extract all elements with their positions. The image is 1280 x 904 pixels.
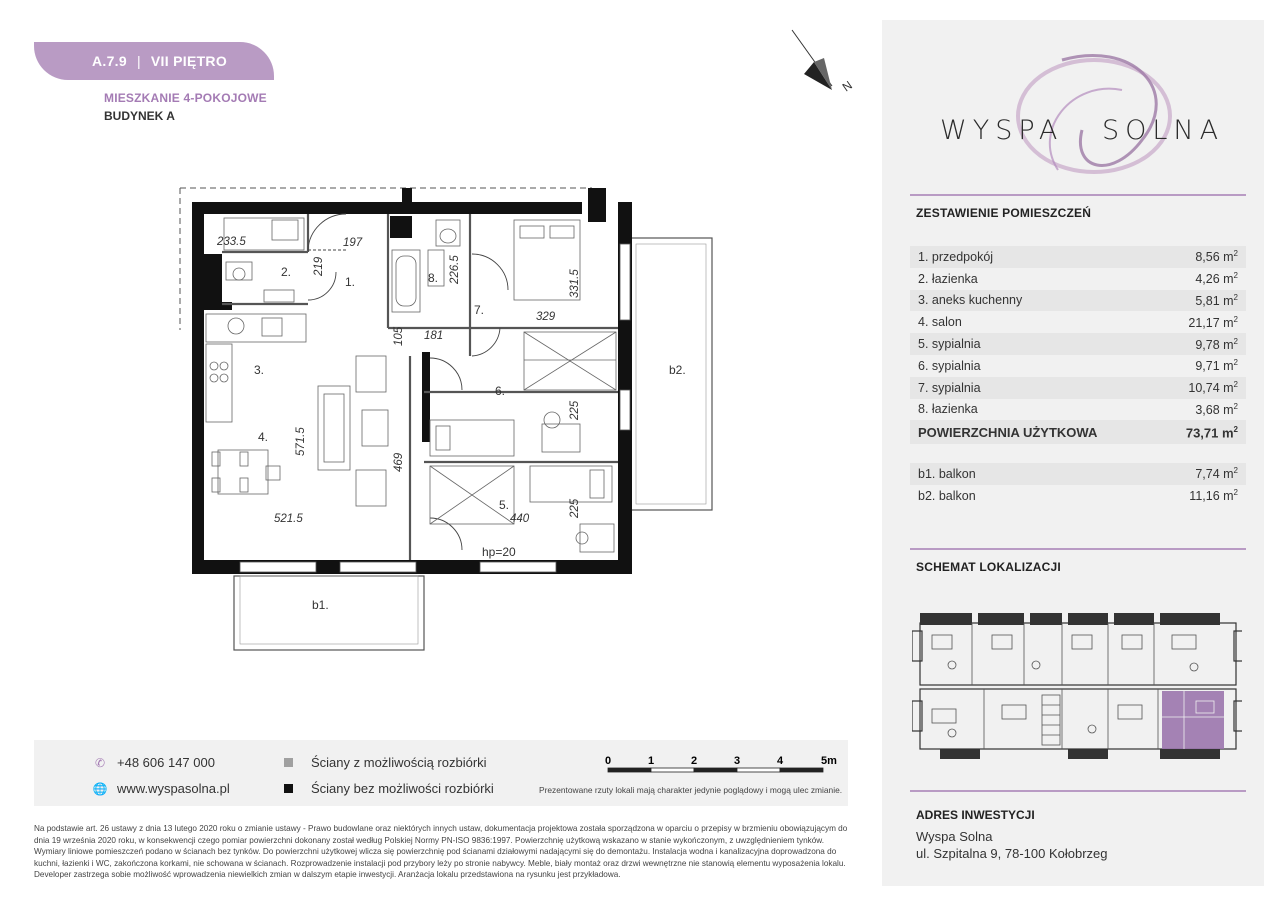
north-arrow-icon	[788, 28, 858, 100]
room-name: b1. balkon	[918, 466, 976, 481]
scale-segment	[651, 768, 694, 772]
phone-contact[interactable]	[92, 755, 215, 770]
unit-separator: |	[136, 53, 141, 69]
room-area: 10,74 $m^2$	[1188, 380, 1238, 396]
balconies-table	[910, 463, 1246, 507]
dim-label: 197	[343, 237, 363, 249]
room-label-b1: b1.	[312, 598, 329, 612]
room-row	[910, 485, 1246, 507]
scale-tick-label: 2	[691, 755, 698, 767]
room-name: 7. sypialnia	[918, 380, 981, 395]
room-name: POWIERZCHNIA UŻYTKOWA	[918, 424, 1098, 440]
room-row	[910, 355, 1246, 377]
fixed-swatch	[284, 784, 293, 793]
address-section-title: ADRES INWESTYCJI	[916, 808, 1035, 822]
room-area: 5,81 $m^2$	[1195, 292, 1238, 309]
room-label-2: 2.	[281, 265, 292, 279]
room-area: 3,68 $m^2$	[1195, 401, 1238, 418]
room-name: 1. przedpokój	[918, 249, 994, 264]
room-label-5: 5.	[499, 498, 510, 512]
legend-bar	[34, 740, 848, 806]
building-label: BUDYNEK A	[104, 109, 175, 123]
dim-label: 329	[536, 311, 556, 323]
room-row	[910, 246, 1246, 268]
dim-label: 181	[424, 330, 444, 342]
floor-label: VII PIĘTRO	[150, 53, 228, 69]
room-row	[910, 268, 1246, 290]
dim-label: 226.5	[449, 255, 461, 284]
scale-bar	[602, 752, 842, 776]
dim-label: 225	[569, 400, 581, 420]
room-label-6: 6.	[495, 384, 506, 398]
room-row	[910, 333, 1246, 355]
info-panel	[882, 20, 1264, 886]
phone-number: +48 606 147 000	[117, 755, 215, 770]
disclaimer: Prezentowane rzuty lokali mają charakter jedynie poglądowy i mogą ulec zmianie.	[539, 785, 843, 795]
total-area-row	[910, 420, 1246, 444]
balcony-b1	[234, 576, 424, 650]
room-label-7: 7.	[474, 303, 485, 317]
room-row	[910, 311, 1246, 333]
dim-label: 105	[393, 326, 405, 346]
scale-tick-label: 5m	[821, 755, 837, 767]
scale-tick-label: 0	[605, 755, 612, 767]
north-label: N	[839, 78, 855, 95]
room-row	[910, 399, 1246, 421]
scale-segment	[780, 768, 823, 772]
room-name: 8. łazienka	[918, 402, 978, 417]
room-row	[910, 377, 1246, 399]
scale-tick-label: 1	[648, 755, 655, 767]
room-area: 21,17 $m^2$	[1188, 314, 1238, 330]
globe-icon: 🌐	[92, 781, 108, 796]
dim-label: 469	[393, 452, 405, 472]
room-area: 8,56 $m^2$	[1195, 249, 1238, 265]
room-row	[910, 290, 1246, 312]
room-label-4: 4.	[258, 430, 269, 444]
legal-footnote: Na podstawie art. 26 ustawy z dnia 13 lutego 2020 roku o zmianie ustawy - Prawo budowlane oraz niektórych innych ustaw, dokumentacja projektowa została sporządzona w oparciu o przepisy w brzmieniu obowiązującym do dnia 19 września 2020 roku, w konsekwencji czego pomiar powierzchni dokonany został według Polskiej Normy PN-ISO 9836:1997. Powierzchnię użytkową wskazano w stanie wykończonym, z uwzględnieniem tynków. Wymiary liniowe pomieszczeń podano w ścianach bez tynków. Do powierzchni użytkowej wlicza się powierzchnię pod ścianami działowymi nadającymi się do demontażu. Instalacja wodna i kanalizacyjna doprowadzona do kuchni, łazienki i WC, zakończona korkami, nie schowana w ścianach. Rozprowadzenie instalacji pod przybory leży po stronie nabywcy. Meble, biały montaż oraz drzwi wewnętrzne nie stanowią elementu wyposażenia lokalu. Developer zastrzega sobie możliwość wprowadzenia niewielkich zmian w dalszym etapie inwestycji. Aranżacja lokalu przedstawiona na rysunku jest przykładowa.	[34, 824, 848, 880]
room-area: 73,71 $m^2$	[1185, 424, 1238, 441]
dim-label: 571.5	[295, 427, 307, 456]
unit-code: A.7.9	[92, 53, 127, 69]
phone-icon: ✆	[94, 755, 106, 770]
room-area: 9,78 $m^2$	[1195, 336, 1238, 352]
room-name: 4. salon	[918, 315, 962, 330]
rooms-section-title: ZESTAWIENIE POMIESZCZEŃ	[916, 206, 1092, 220]
room-name: 2. łazienka	[918, 271, 978, 286]
location-section-title: SCHEMAT LOKALIZACJI	[916, 560, 1061, 574]
dim-label: 219	[313, 256, 325, 276]
room-name: 3. aneks kuchenny	[918, 293, 1023, 308]
scale-segment	[737, 768, 780, 772]
logo-text-right: SOLNA	[1102, 115, 1225, 146]
website-url: www.wyspasolna.pl	[117, 781, 230, 796]
scale-tick-label: 3	[734, 755, 741, 767]
scale-segment	[608, 768, 651, 772]
divider	[910, 194, 1246, 196]
removable-label: Ściany z możliwością rozbiórki	[311, 755, 487, 770]
dim-label: 521.5	[274, 513, 303, 525]
dim-label: 233.5	[217, 236, 246, 248]
website-link[interactable]	[92, 781, 230, 796]
address-street: ul. Szpitalna 9, 78-100 Kołobrzeg	[916, 846, 1108, 861]
divider	[910, 548, 1246, 550]
room-name: 6. sypialnia	[918, 358, 981, 373]
apartment-type: MIESZKANIE 4-POKOJOWE	[104, 91, 267, 105]
room-label-8: 8.	[428, 271, 439, 285]
divider	[910, 790, 1246, 792]
room-area: 11,16 $m^2$	[1189, 488, 1238, 504]
unit-highlight	[1162, 691, 1224, 749]
room-label-1: 1.	[345, 275, 356, 289]
room-area: 4,26 $m^2$	[1195, 271, 1238, 287]
dim-label: 440	[510, 513, 530, 525]
scale-tick-label: 4	[777, 755, 784, 767]
unit-tab	[34, 42, 274, 80]
location-scheme	[912, 605, 1242, 765]
room-label-b2: b2.	[669, 363, 686, 377]
room-name: b2. balkon	[918, 488, 976, 503]
room-label-3: 3.	[254, 363, 265, 377]
rooms-table	[910, 246, 1246, 444]
legend-removable	[284, 755, 487, 770]
address-name: Wyspa Solna	[916, 829, 993, 844]
room-area: 7,74 $m^2$	[1195, 466, 1238, 482]
room-name: 5. sypialnia	[918, 337, 981, 352]
legend-fixed	[284, 781, 494, 796]
logo-text-left: WYSPA	[940, 115, 1064, 146]
floor-plan	[160, 180, 720, 660]
room-row	[910, 463, 1246, 485]
room-area: 9,71 $m^2$	[1195, 358, 1238, 374]
scale-segment	[694, 768, 737, 772]
sill-note: hp=20	[482, 545, 516, 559]
dim-label: 331.5	[569, 269, 581, 298]
fixed-label: Ściany bez możliwości rozbiórki	[311, 781, 494, 796]
removable-swatch	[284, 758, 293, 767]
fixed-walls	[192, 188, 632, 574]
dim-label: 225	[569, 498, 581, 518]
